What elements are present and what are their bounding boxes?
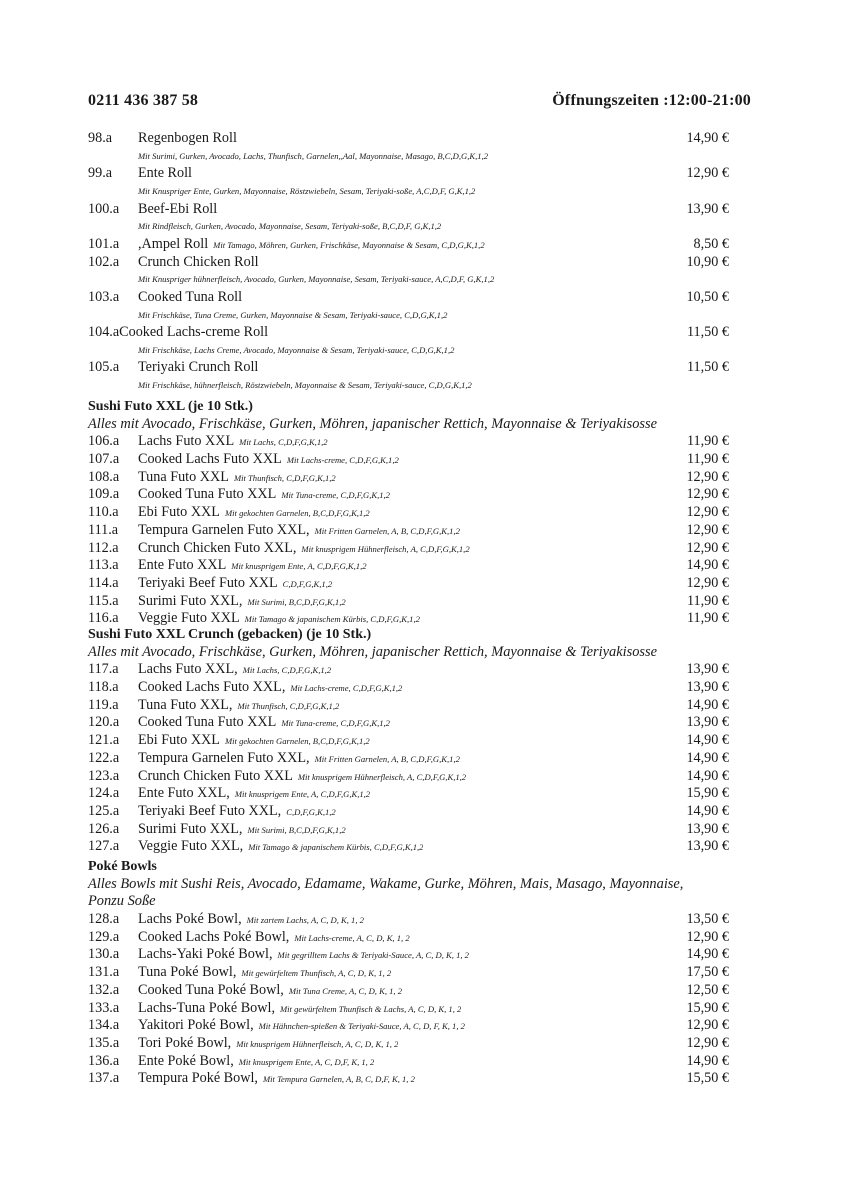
rolls-section xyxy=(88,130,729,395)
item-note: Mit knusprigem Ente, A, C, D,F, K, 1, 2 xyxy=(238,1056,375,1067)
menu-item-row xyxy=(88,679,729,697)
menu-item-main xyxy=(88,201,217,218)
menu-item-row xyxy=(88,714,729,732)
item-number: 125.a xyxy=(88,802,120,819)
item-note: C,D,F,G,K,1,2 xyxy=(286,806,336,817)
item-number: 108.a xyxy=(88,468,120,485)
menu-item xyxy=(88,236,729,254)
menu-item-main xyxy=(88,610,420,627)
menu-item-main xyxy=(88,486,390,503)
item-number: 100.a xyxy=(88,200,120,217)
menu-item xyxy=(88,661,729,679)
item-number: 111.a xyxy=(88,521,119,538)
opening-hours: Öffnungszeiten :12:00-21:00 xyxy=(552,92,751,109)
item-name: Crunch Chicken Futo XXL, xyxy=(138,539,297,556)
item-name: Cooked Lachs-creme Roll xyxy=(119,324,269,341)
item-name: Teriyaki Crunch Roll xyxy=(138,359,259,376)
item-note: Mit Tempura Garnelen, A, B, C, D,F, K, 1, 2 xyxy=(262,1074,415,1085)
item-name: Tuna Futo XXL, xyxy=(138,696,233,713)
menu-item xyxy=(88,1053,729,1071)
item-note: Mit gekochten Garnelen, B,C,D,F,G,K,1,2 xyxy=(224,736,370,747)
menu-item xyxy=(88,1000,729,1018)
menu-item-main xyxy=(88,504,370,521)
item-note: Mit gekochten Garnelen, B,C,D,F,G,K,1,2 xyxy=(224,508,370,519)
rolls-list xyxy=(88,130,729,395)
menu-item xyxy=(88,679,729,697)
menu-item-main xyxy=(88,661,331,678)
item-price: 13,90 € xyxy=(686,838,729,855)
menu-item xyxy=(88,254,729,289)
item-note: Mit gegrilltem Lachs & Teriyaki-Sauce, A, C, D, K, 1, 2 xyxy=(277,950,469,961)
item-note: Mit knusprigem Ente, A, C,D,F,G,K,1,2 xyxy=(231,561,367,572)
item-price: 12,90 € xyxy=(686,486,729,503)
menu-item-row xyxy=(88,964,729,982)
item-name: Lachs Poké Bowl, xyxy=(138,911,242,928)
item-note: Mit Lachs, C,D,F,G,K,1,2 xyxy=(239,437,328,448)
item-price: 12,90 € xyxy=(686,539,729,556)
menu-item xyxy=(88,469,729,487)
item-note: Mit zartem Lachs, A, C, D, K, 1, 2 xyxy=(246,915,364,926)
futo-list xyxy=(88,433,729,628)
item-note: Mit Lachs-creme, C,D,F,G,K,1,2 xyxy=(286,455,399,466)
menu-item-main xyxy=(88,964,391,981)
item-price: 12,50 € xyxy=(686,981,729,998)
item-name: Cooked Lachs Futo XXL xyxy=(138,451,282,468)
menu-item-main xyxy=(88,165,192,182)
menu-item-main xyxy=(88,946,469,963)
item-note: Mit Thunfisch, C,D,F,G,K,1,2 xyxy=(233,472,336,483)
menu-item-row xyxy=(88,1053,729,1071)
item-note: Mit Tamago & japanischem Kürbis, C,D,F,G,K,1,2 xyxy=(248,842,424,853)
item-name: Ente Roll xyxy=(138,165,192,182)
item-name: Teriyaki Beef Futo XXL, xyxy=(138,802,282,819)
item-number: 104.a xyxy=(88,324,120,341)
menu-item xyxy=(88,201,729,236)
item-name: Lachs-Tuna Poké Bowl, xyxy=(138,999,276,1016)
menu-item-row xyxy=(88,201,729,219)
menu-item xyxy=(88,324,729,359)
item-price: 11,50 € xyxy=(686,324,729,341)
item-number: 99.a xyxy=(88,165,113,182)
menu-item xyxy=(88,982,729,1000)
menu-item-row xyxy=(88,732,729,750)
item-name: Cooked Lachs Futo XXL, xyxy=(138,679,286,696)
menu-item-row xyxy=(88,1070,729,1088)
menu-item-row xyxy=(88,504,729,522)
item-number: 101.a xyxy=(88,235,120,252)
item-price: 15,50 € xyxy=(686,1070,729,1087)
menu-item-main xyxy=(88,768,466,785)
item-number: 120.a xyxy=(88,714,120,731)
menu-item-main xyxy=(88,593,346,610)
item-note: Mit Hähnchen-spießen & Teriyaki-Sauce, A, C, D, F, K, 1, 2 xyxy=(258,1021,465,1032)
menu-item xyxy=(88,1017,729,1035)
menu-item-main xyxy=(88,679,402,696)
menu-item-row xyxy=(88,982,729,1000)
item-number: 106.a xyxy=(88,433,120,450)
menu-item-main xyxy=(88,1000,461,1017)
menu-item-main xyxy=(88,821,346,838)
item-note: Mit knusprigem Ente, A, C,D,F,G,K,1,2 xyxy=(234,789,371,800)
item-price: 13,90 € xyxy=(686,661,729,678)
menu-item-row xyxy=(88,750,729,768)
menu-item xyxy=(88,768,729,786)
menu-item-row xyxy=(88,803,729,821)
menu-item-row xyxy=(88,540,729,558)
item-name: Veggie Futo XXL xyxy=(138,610,240,627)
menu-item-row xyxy=(88,451,729,469)
item-number: 109.a xyxy=(88,486,120,503)
menu-item xyxy=(88,946,729,964)
item-note: Mit Lachs-creme, A, C, D, K, 1, 2 xyxy=(294,932,410,943)
menu-item xyxy=(88,486,729,504)
menu-item-main xyxy=(88,575,332,592)
menu-item-main xyxy=(88,1053,374,1070)
item-price: 8,50 € xyxy=(693,235,729,252)
menu-item-row xyxy=(88,165,729,183)
item-price: 12,90 € xyxy=(686,928,729,945)
section-title: Sushi Futo XXL Crunch (gebacken) (je 10 Stk.) xyxy=(88,627,372,642)
item-description: Mit Frischkäse, Tuna Creme, Gurken, Mayonnaise & Sesam, Teriyaki-sauce, C,D,G,K,1,2 xyxy=(138,309,448,320)
menu-item-main xyxy=(88,982,402,999)
crunch-section xyxy=(88,626,729,856)
menu-item xyxy=(88,697,729,715)
menu-item-main xyxy=(88,929,410,946)
page-header xyxy=(88,92,751,110)
menu-item-row xyxy=(88,469,729,487)
item-name: Tempura Garnelen Futo XXL, xyxy=(138,749,310,766)
item-price: 11,50 € xyxy=(686,359,729,376)
menu-item-main xyxy=(88,838,423,855)
section-subtitle: Alles mit Avocado, Frischkäse, Gurken, Möhren, japanischer Rettich, Mayonnaise & Teriyakisosse xyxy=(88,415,657,432)
menu-item xyxy=(88,504,729,522)
item-description: Mit Surimi, Gurken, Avocado, Lachs, Thunfisch, Garnelen,,Aal, Mayonnaise, Masago, B,C,D,G,K,1,2 xyxy=(138,150,489,161)
item-number: 122.a xyxy=(88,749,120,766)
section-subtitle: Alles mit Avocado, Frischkäse, Gurken, Möhren, japanischer Rettich, Mayonnaise & Teriyakisosse xyxy=(88,643,657,660)
item-number: 103.a xyxy=(88,288,120,305)
item-price: 14,90 € xyxy=(686,130,729,146)
item-note: Mit Tamago & japanischem Kürbis, C,D,F,G,K,1,2 xyxy=(244,614,420,625)
menu-item-main xyxy=(88,697,339,714)
item-price: 11,90 € xyxy=(686,451,729,468)
menu-item-row xyxy=(88,575,729,593)
item-number: 129.a xyxy=(88,928,120,945)
menu-item-main xyxy=(88,732,370,749)
item-note: Mit Fritten Garnelen, A, B, C,D,F,G,K,1,2 xyxy=(314,753,460,764)
menu-item xyxy=(88,1035,729,1053)
item-note: Mit knusprigem Hühnerfleisch, A, C,D,F,G,K,1,2 xyxy=(297,771,467,782)
item-number: 133.a xyxy=(88,999,120,1016)
item-name: Veggie Futo XXL, xyxy=(138,838,244,855)
item-name: Lachs Futo XXL xyxy=(138,433,235,450)
menu-item xyxy=(88,289,729,324)
menu-item-main xyxy=(88,469,336,486)
item-number: 98.a xyxy=(88,130,113,146)
menu-item-main xyxy=(88,803,336,820)
item-number: 124.a xyxy=(88,785,120,802)
item-price: 10,90 € xyxy=(686,253,729,270)
item-note: Mit gewürfeltem Thunfisch & Lachs, A, C, D, K, 1, 2 xyxy=(280,1003,462,1014)
item-price: 12,90 € xyxy=(686,504,729,521)
item-name: Cooked Tuna Roll xyxy=(138,288,243,305)
item-name: Crunch Chicken Roll xyxy=(138,253,259,270)
item-price: 13,90 € xyxy=(686,200,729,217)
item-number: 107.a xyxy=(88,451,120,468)
item-number: 135.a xyxy=(88,1034,120,1051)
menu-item xyxy=(88,575,729,593)
item-name: Lachs Futo XXL, xyxy=(138,661,238,678)
item-name: Surimi Futo XXL, xyxy=(138,592,243,609)
item-name: Crunch Chicken Futo XXL xyxy=(138,767,293,784)
item-price: 12,90 € xyxy=(686,1034,729,1051)
menu-item-row xyxy=(88,911,729,929)
item-price: 11,90 € xyxy=(686,592,729,609)
item-note: C,D,F,G,K,1,2 xyxy=(282,578,333,589)
menu-item xyxy=(88,803,729,821)
item-name: Tori Poké Bowl, xyxy=(138,1034,232,1051)
item-name: Tempura Poké Bowl, xyxy=(138,1070,258,1087)
item-number: 128.a xyxy=(88,911,120,928)
item-name: Tuna Futo XXL xyxy=(138,468,229,485)
item-description: Mit Frischkäse, hühnerfleisch, Röstzwiebeln, Mayonnaise & Sesam, Teriyaki-sauce, C,D,G,K,1,2 xyxy=(138,380,472,391)
menu-item-main xyxy=(88,750,460,767)
item-note: Mit Lachs-creme, C,D,F,G,K,1,2 xyxy=(290,683,403,694)
item-note: Mit Surimi, B,C,D,F,G,K,1,2 xyxy=(247,596,346,607)
item-name: Cooked Lachs Poké Bowl, xyxy=(138,928,290,945)
item-name: ,Ampel Roll xyxy=(138,235,209,252)
menu-item xyxy=(88,964,729,982)
item-price: 12,90 € xyxy=(686,165,729,182)
menu-item-row xyxy=(88,236,729,254)
menu-item xyxy=(88,838,729,856)
item-price: 12,90 € xyxy=(686,468,729,485)
menu-item-main xyxy=(88,324,268,341)
section-title: Poké Bowls xyxy=(88,859,157,874)
menu-item-row xyxy=(88,929,729,947)
poke-section xyxy=(88,858,729,1088)
item-price: 14,90 € xyxy=(686,557,729,574)
item-note: Mit knusprigem Hühnerfleisch, A, C, D, K, 1, 2 xyxy=(236,1038,399,1049)
item-price: 14,90 € xyxy=(686,696,729,713)
item-price: 13,50 € xyxy=(686,911,729,928)
item-name: Yakitori Poké Bowl, xyxy=(138,1017,254,1034)
menu-item-row xyxy=(88,946,729,964)
item-price: 13,90 € xyxy=(686,820,729,837)
item-number: 130.a xyxy=(88,946,120,963)
item-name: Ente Futo XXL, xyxy=(138,785,230,802)
item-number: 127.a xyxy=(88,838,120,855)
menu-item-main xyxy=(88,540,470,557)
item-name: Tempura Garnelen Futo XXL, xyxy=(138,521,310,538)
item-number: 119.a xyxy=(88,696,119,713)
item-price: 14,90 € xyxy=(686,767,729,784)
menu-item-row xyxy=(88,324,729,342)
item-price: 12,90 € xyxy=(686,521,729,538)
item-name: Ebi Futo XXL xyxy=(138,732,220,749)
item-price: 14,90 € xyxy=(686,1052,729,1069)
menu-item xyxy=(88,714,729,732)
item-price: 14,90 € xyxy=(686,946,729,963)
item-price: 14,90 € xyxy=(686,732,729,749)
item-number: 131.a xyxy=(88,964,120,981)
section-subtitle: Alles Bowls mit Sushi Reis, Avocado, Edamame, Wakame, Gurke, Möhren, Mais, Masago, Mayonnaise, xyxy=(88,875,684,892)
item-note: Mit Lachs, C,D,F,G,K,1,2 xyxy=(242,665,332,676)
menu-item-main xyxy=(88,236,485,253)
menu-item xyxy=(88,929,729,947)
item-note: Mit Fritten Garnelen, A, B, C,D,F,G,K,1,2 xyxy=(314,525,460,536)
item-name: Beef-Ebi Roll xyxy=(138,200,218,217)
menu-item-main xyxy=(88,1035,398,1052)
item-price: 12,90 € xyxy=(686,574,729,591)
item-note: Mit Surimi, B,C,D,F,G,K,1,2 xyxy=(247,824,346,835)
menu-item-row xyxy=(88,359,729,377)
menu-item xyxy=(88,359,729,394)
item-number: 102.a xyxy=(88,253,120,270)
item-number: 110.a xyxy=(88,504,119,521)
item-note: Mit Tuna-creme, C,D,F,G,K,1,2 xyxy=(281,718,390,729)
item-name: Cooked Tuna Futo XXL xyxy=(138,486,277,503)
menu-item-row xyxy=(88,1000,729,1018)
menu-item xyxy=(88,451,729,469)
menu-item-main xyxy=(88,557,367,574)
item-note: Mit Tuna-creme, C,D,F,G,K,1,2 xyxy=(281,490,390,501)
item-note: Mit gewürfeltem Thunfisch, A, C, D, K, 1, 2 xyxy=(241,968,392,979)
item-note: Mit Thunfisch, C,D,F,G,K,1,2 xyxy=(237,700,340,711)
menu-item-row xyxy=(88,1017,729,1035)
item-description: Mit Knuspriger Ente, Gurken, Mayonnaise, Röstzwiebeln, Sesam, Teriyaki-soße, A,C,D,F, G,K,1,2 xyxy=(138,185,476,196)
item-number: 113.a xyxy=(88,557,119,574)
item-name: Ente Poké Bowl, xyxy=(138,1052,234,1069)
menu-item-row xyxy=(88,522,729,540)
item-number: 115.a xyxy=(88,592,119,609)
menu-item xyxy=(88,165,729,200)
item-description: Mit Frischkäse, Lachs Creme, Avocado, Mayonnaise & Sesam, Teriyaki-sauce, C,D,G,K,1,2 xyxy=(138,344,455,355)
menu-item-row xyxy=(88,697,729,715)
menu-item xyxy=(88,911,729,929)
item-name: Tuna Poké Bowl, xyxy=(138,964,237,981)
menu-item xyxy=(88,557,729,575)
menu-item-main xyxy=(88,451,399,468)
futo-section xyxy=(88,398,729,628)
menu-item-row xyxy=(88,486,729,504)
menu-item xyxy=(88,130,729,165)
item-number: 121.a xyxy=(88,732,120,749)
item-price: 13,90 € xyxy=(686,679,729,696)
menu-item-row xyxy=(88,289,729,307)
menu-item-row xyxy=(88,1035,729,1053)
menu-item-main xyxy=(88,1017,465,1034)
menu-item xyxy=(88,522,729,540)
menu-item-row xyxy=(88,838,729,856)
menu-item xyxy=(88,821,729,839)
menu-item-row xyxy=(88,785,729,803)
item-price: 10,50 € xyxy=(686,288,729,305)
item-number: 114.a xyxy=(88,574,119,591)
item-name: Lachs-Yaki Poké Bowl, xyxy=(138,946,273,963)
poke-list xyxy=(88,911,729,1088)
section-subtitle-continued: Ponzu Soße xyxy=(88,893,156,910)
item-number: 134.a xyxy=(88,1017,120,1034)
item-name: Cooked Tuna Futo XXL xyxy=(138,714,277,731)
item-number: 132.a xyxy=(88,981,120,998)
item-number: 105.a xyxy=(88,359,120,376)
item-name: Regenbogen Roll xyxy=(138,130,237,146)
item-description: Mit Knuspriger hühnerfleisch, Avocado, Gurken, Mayonnaise, Sesam, Teriyaki-sauce, A,C,D,F, G,K,1,2 xyxy=(138,274,495,285)
item-description: Mit Rindfleisch, Gurken, Avocado, Mayonnaise, Sesam, Teriyaki-soße, B,C,D,F, G,K,1,2 xyxy=(138,221,442,232)
item-note: Mit knusprigem Hühnerfleisch, A, C,D,F,G,K,1,2 xyxy=(301,543,470,554)
menu-item-row xyxy=(88,130,729,148)
menu-item-row xyxy=(88,661,729,679)
item-number: 126.a xyxy=(88,820,120,837)
item-number: 112.a xyxy=(88,539,119,556)
menu-item xyxy=(88,732,729,750)
item-price: 12,90 € xyxy=(686,1017,729,1034)
item-name: Cooked Tuna Poké Bowl, xyxy=(138,981,284,998)
item-number: 123.a xyxy=(88,767,120,784)
item-number: 137.a xyxy=(88,1070,120,1087)
crunch-list xyxy=(88,661,729,856)
menu-item-main xyxy=(88,254,259,271)
menu-item-main xyxy=(88,289,242,306)
section-title: Sushi Futo XXL (je 10 Stk.) xyxy=(88,399,253,414)
item-name: Surimi Futo XXL, xyxy=(138,820,243,837)
item-price: 15,90 € xyxy=(686,785,729,802)
menu-item-main xyxy=(88,522,460,539)
item-number: 118.a xyxy=(88,679,119,696)
menu-item-main xyxy=(88,785,370,802)
menu-item xyxy=(88,593,729,611)
menu-item-main xyxy=(88,433,328,450)
menu-item-row xyxy=(88,254,729,272)
item-name: Ebi Futo XXL xyxy=(138,504,220,521)
menu-item-row xyxy=(88,593,729,611)
menu-item-main xyxy=(88,1070,415,1087)
menu-item xyxy=(88,750,729,768)
item-name: Teriyaki Beef Futo XXL xyxy=(138,574,278,591)
item-price: 11,90 € xyxy=(686,433,729,450)
item-note: Mit Tuna Creme, A, C, D, K, 1, 2 xyxy=(288,985,403,996)
menu-item xyxy=(88,540,729,558)
item-note: Mit Tamago, Möhren, Gurken, Frischkäse, Mayonnaise & Sesam, C,D,G,K,1,2 xyxy=(213,239,485,250)
menu-item-main xyxy=(88,911,364,928)
item-name: Ente Futo XXL xyxy=(138,557,227,574)
menu-item xyxy=(88,785,729,803)
item-price: 15,90 € xyxy=(686,999,729,1016)
item-number: 116.a xyxy=(88,610,119,627)
item-price: 14,90 € xyxy=(686,749,729,766)
menu-item-main xyxy=(88,714,390,731)
menu-item-row xyxy=(88,821,729,839)
item-price: 13,90 € xyxy=(686,714,729,731)
item-number: 136.a xyxy=(88,1052,120,1069)
menu-item-main xyxy=(88,130,237,147)
menu-item-row xyxy=(88,768,729,786)
menu-item-row xyxy=(88,433,729,451)
phone-number: 0211 436 387 58 xyxy=(88,92,199,109)
menu-item-main xyxy=(88,359,258,376)
item-price: 17,50 € xyxy=(686,964,729,981)
item-price: 14,90 € xyxy=(686,802,729,819)
menu-item xyxy=(88,1070,729,1088)
item-price: 11,90 € xyxy=(686,610,729,627)
menu-item-row xyxy=(88,557,729,575)
menu-item xyxy=(88,433,729,451)
item-number: 117.a xyxy=(88,661,119,678)
